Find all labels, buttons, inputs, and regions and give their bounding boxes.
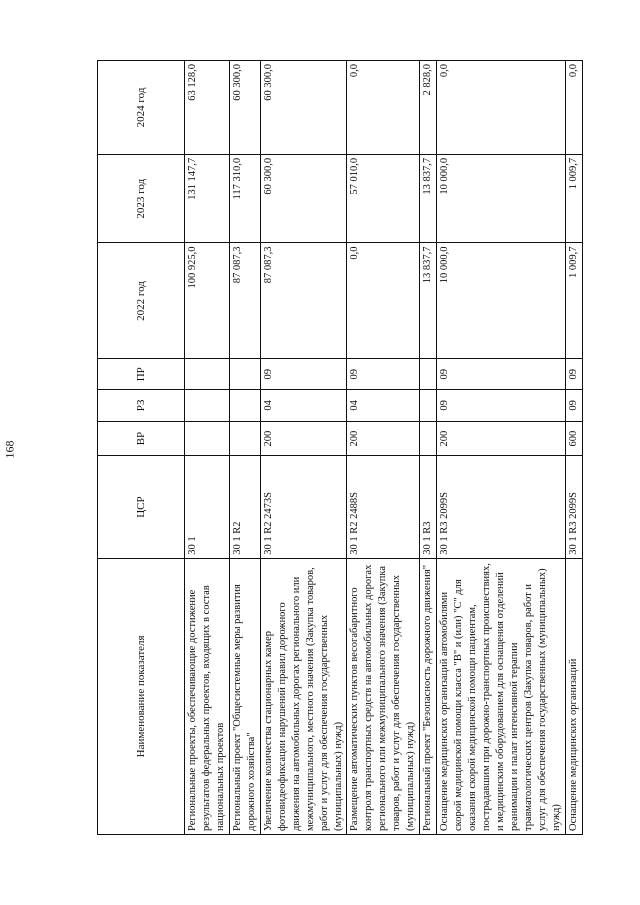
row-csr: 30 1 R3 2099S — [437, 456, 566, 558]
table-row — [420, 61, 437, 835]
row-2023: 13 837,7 — [420, 154, 437, 243]
header-2024: 2024 год — [98, 61, 185, 155]
row-vr: 200 — [437, 421, 566, 456]
row-2023: 10 000,0 — [437, 154, 566, 243]
header-2022: 2022 год — [98, 243, 185, 359]
row-pr: 09 — [565, 359, 582, 390]
row-2022: 87 087,3 — [260, 243, 347, 359]
row-vr — [420, 421, 437, 456]
row-name: Региональный проект "Общесистемные меры развития дорожного хозяйства" — [229, 558, 260, 834]
row-rz: 04 — [347, 390, 420, 422]
row-vr: 200 — [260, 421, 347, 456]
row-vr: 200 — [347, 421, 420, 456]
row-2024: 60 300,0 — [260, 61, 347, 155]
row-2024: 0,0 — [437, 61, 566, 155]
row-2023: 131 147,7 — [185, 154, 230, 243]
table-row — [229, 61, 260, 835]
row-2024: 0,0 — [347, 61, 420, 155]
row-2024: 60 300,0 — [229, 61, 260, 155]
row-rz — [420, 390, 437, 422]
header-pr: ПР — [98, 359, 185, 390]
row-2023: 60 300,0 — [260, 154, 347, 243]
row-name: Размещение автоматических пунктов весогабаритного контроля транспортных средств на автомобильных дорогах регионального или межмуниципального значения (Закупка товаров, работ и услуг для обеспечения государственных (муниципальных) нужд) — [347, 558, 420, 834]
row-pr — [229, 359, 260, 390]
row-2024: 2 828,0 — [420, 61, 437, 155]
row-csr: 30 1 R2 2473S — [260, 456, 347, 558]
table-row — [260, 61, 347, 835]
row-2023: 1 009,7 — [565, 154, 582, 243]
row-name: Увеличение количества стационарных камер фотовидеофиксации нарушений правил дорожного движения на автомобильных дорогах регионального или межмуниципального, местного значения (Закупка товаров, работ и услуг для обеспечения государственных (муниципальных) нужд) — [260, 558, 347, 834]
row-csr: 30 1 R3 — [420, 456, 437, 558]
row-name: Региональные проекты, обеспечивающие достижение результатов федеральных проектов, входящих в состав национальных проектов — [185, 558, 230, 834]
row-pr — [420, 359, 437, 390]
rotated-table-container — [97, 60, 635, 835]
row-vr: 600 — [565, 421, 582, 456]
row-2022: 87 087,3 — [229, 243, 260, 359]
row-rz — [229, 390, 260, 422]
row-rz — [185, 390, 230, 422]
row-pr: 09 — [260, 359, 347, 390]
row-csr: 30 1 R2 2488S — [347, 456, 420, 558]
header-name: Наименование показателя — [98, 558, 185, 834]
row-rz: 09 — [565, 390, 582, 422]
header-csr: ЦСР — [98, 456, 185, 558]
row-vr — [185, 421, 230, 456]
row-2023: 117 310,0 — [229, 154, 260, 243]
table-row — [565, 61, 582, 835]
budget-table — [97, 60, 583, 835]
row-name: Оснащение медицинских организаций — [565, 558, 582, 834]
row-2022: 100 925,0 — [185, 243, 230, 359]
row-2022: 0,0 — [347, 243, 420, 359]
row-csr: 30 1 — [185, 456, 230, 558]
row-pr — [185, 359, 230, 390]
row-rz: 09 — [437, 390, 566, 422]
row-2024: 0,0 — [565, 61, 582, 155]
table-row — [347, 61, 420, 835]
row-csr: 30 1 R3 2099S — [565, 456, 582, 558]
row-2022: 1 009,7 — [565, 243, 582, 359]
header-rz: РЗ — [98, 390, 185, 422]
row-pr: 09 — [347, 359, 420, 390]
row-rz: 04 — [260, 390, 347, 422]
table-row — [437, 61, 566, 835]
row-2024: 63 128,0 — [185, 61, 230, 155]
row-pr: 09 — [437, 359, 566, 390]
header-row — [98, 61, 185, 835]
row-2023: 57 010,0 — [347, 154, 420, 243]
row-2022: 13 837,7 — [420, 243, 437, 359]
row-name: Региональный проект "Безопасность дорожного движения" — [420, 558, 437, 834]
row-vr — [229, 421, 260, 456]
header-2023: 2023 год — [98, 154, 185, 243]
table-row — [185, 61, 230, 835]
row-2022: 10 000,0 — [437, 243, 566, 359]
header-vr: ВР — [98, 421, 185, 456]
row-name: Оснащение медицинских организаций автомобилями скорой медицинской помощи класса "В" и (или) "С" для оказания скорой медицинской помощи пациентам, пострадавшим при дорожно-транспортных происшествиях, и медицинским оборудованием для оснащения отделений реанимации и палат интенсивной терапии травматологических центров (Закупка товаров, работ и услуг для обеспечения государственных (муниципальных) нужд) — [437, 558, 566, 834]
page-number: 168 — [2, 440, 17, 459]
row-csr: 30 1 R2 — [229, 456, 260, 558]
